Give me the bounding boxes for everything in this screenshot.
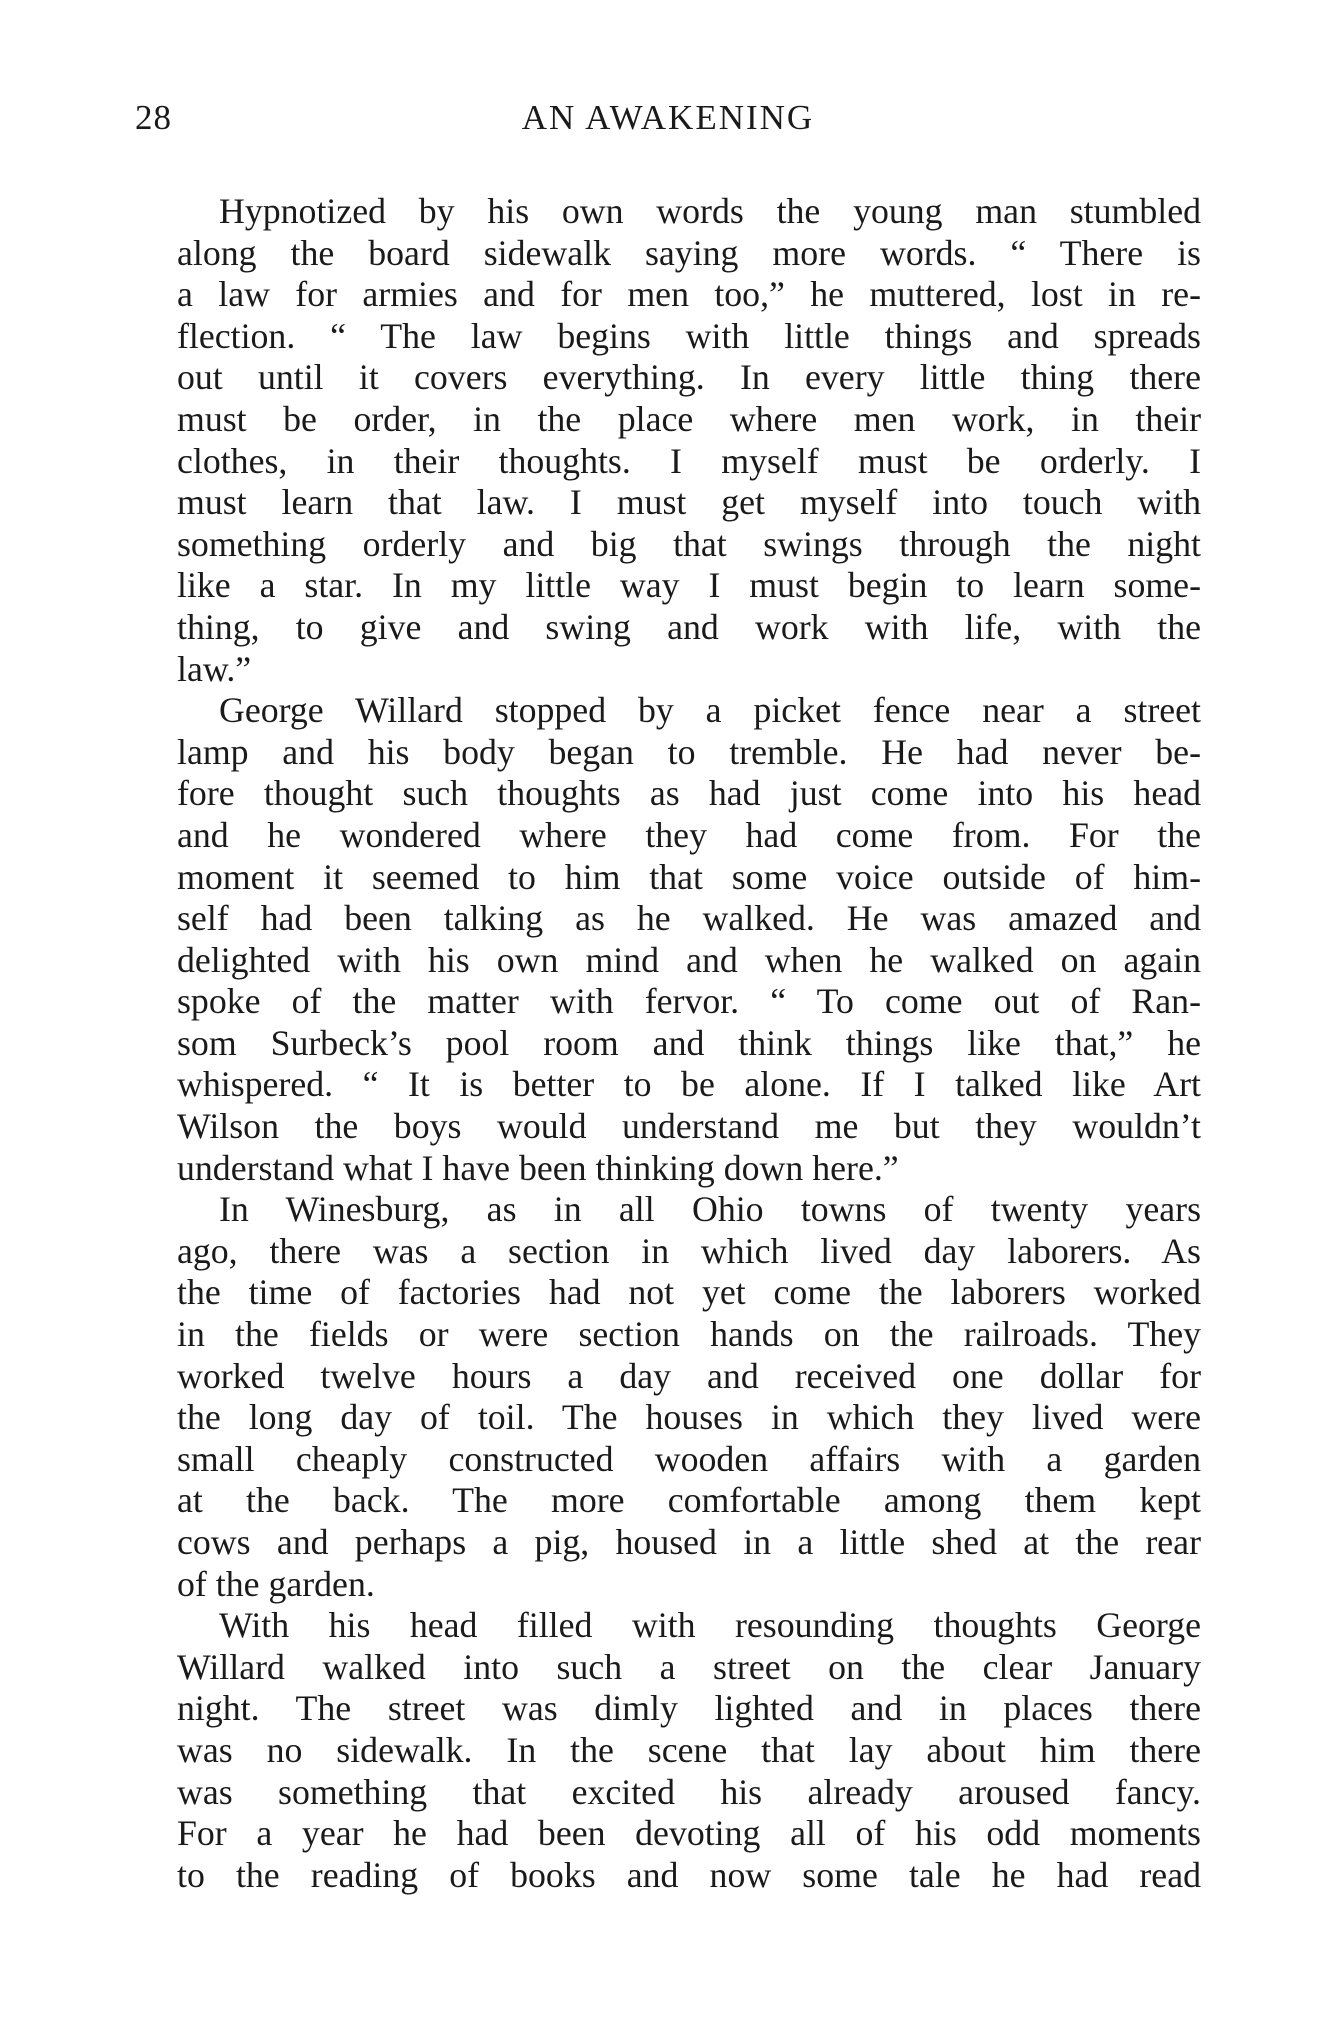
text-line: spoke of the matter with fervor. “ To come out of Ran- (177, 981, 1201, 1022)
page-number: 28 (135, 98, 172, 137)
text-line: something orderly and big that swings through the night (177, 523, 1201, 564)
text-line: in the fields or were section hands on the railroads. They (177, 1314, 1201, 1355)
text-line: along the board sidewalk saying more words. “ There is (177, 232, 1201, 273)
text-line: For a year he had been devoting all of his odd moments (177, 1813, 1201, 1854)
text-line: delighted with his own mind and when he walked on again (177, 939, 1201, 980)
text-line: night. The street was dimly lighted and in places there (177, 1688, 1201, 1729)
text-line: and he wondered where they had come from. For the (177, 814, 1201, 855)
text-line: Willard walked into such a street on the clear January (177, 1646, 1201, 1687)
text-line: Wilson the boys would understand me but they wouldn’t (177, 1106, 1201, 1147)
text-line: ago, there was a section in which lived day laborers. As (177, 1230, 1201, 1271)
text-line: must learn that law. I must get myself into touch with (177, 482, 1201, 523)
text-line: at the back. The more comfortable among them kept (177, 1480, 1201, 1521)
text-line: With his head filled with resounding thoughts George (219, 1605, 1201, 1646)
paragraph-1 (135, 191, 1201, 690)
text-line: of the garden. (177, 1563, 375, 1604)
text-line: whispered. “ It is better to be alone. If I talked like Art (177, 1064, 1201, 1105)
text-line: understand what I have been thinking down here.” (177, 1147, 899, 1188)
text-line: worked twelve hours a day and received one dollar for (177, 1355, 1201, 1396)
text-line: flection. “ The law begins with little things and spreads (177, 315, 1201, 356)
text-line: small cheaply constructed wooden affairs with a garden (177, 1438, 1201, 1479)
paragraph-2 (135, 690, 1201, 1189)
running-title: AN AWAKENING (521, 98, 815, 137)
text-line: to the reading of books and now some tale he had read (177, 1854, 1201, 1895)
text-line: like a star. In my little way I must begin to learn some- (177, 565, 1201, 606)
text-line: Hypnotized by his own words the young man stumbled (219, 191, 1201, 231)
text-line: the time of factories had not yet come the laborers worked (177, 1272, 1201, 1313)
text-line: som Surbeck’s pool room and think things like that,” he (177, 1022, 1201, 1063)
running-head (135, 98, 1201, 158)
text-line: the long day of toil. The houses in which they lived were (177, 1397, 1201, 1438)
body-text (135, 191, 1201, 1896)
text-line: was no sidewalk. In the scene that lay about him there (177, 1729, 1201, 1770)
paragraph-4 (135, 1605, 1201, 1896)
book-page (135, 98, 1201, 1896)
text-line: must be order, in the place where men work, in their (177, 398, 1201, 439)
text-line: fore thought such thoughts as had just come into his head (177, 773, 1201, 814)
paragraph-3 (135, 1189, 1201, 1605)
text-line: out until it covers everything. In every little thing there (177, 357, 1201, 398)
text-line: moment it seemed to him that some voice outside of him- (177, 856, 1201, 897)
text-line: In Winesburg, as in all Ohio towns of twenty years (219, 1189, 1201, 1230)
text-line: a law for armies and for men too,” he muttered, lost in re- (177, 274, 1201, 315)
text-line: lamp and his body began to tremble. He had never be- (177, 731, 1201, 772)
text-line: law.” (177, 648, 252, 689)
text-line: clothes, in their thoughts. I myself must be orderly. I (177, 440, 1201, 481)
text-line: self had been talking as he walked. He was amazed and (177, 898, 1201, 939)
text-line: cows and perhaps a pig, housed in a little shed at the rear (177, 1522, 1201, 1562)
text-line: was something that excited his already aroused fancy. (177, 1771, 1201, 1812)
text-line: thing, to give and swing and work with life, with the (177, 606, 1201, 647)
text-line: George Willard stopped by a picket fence near a street (219, 690, 1201, 731)
